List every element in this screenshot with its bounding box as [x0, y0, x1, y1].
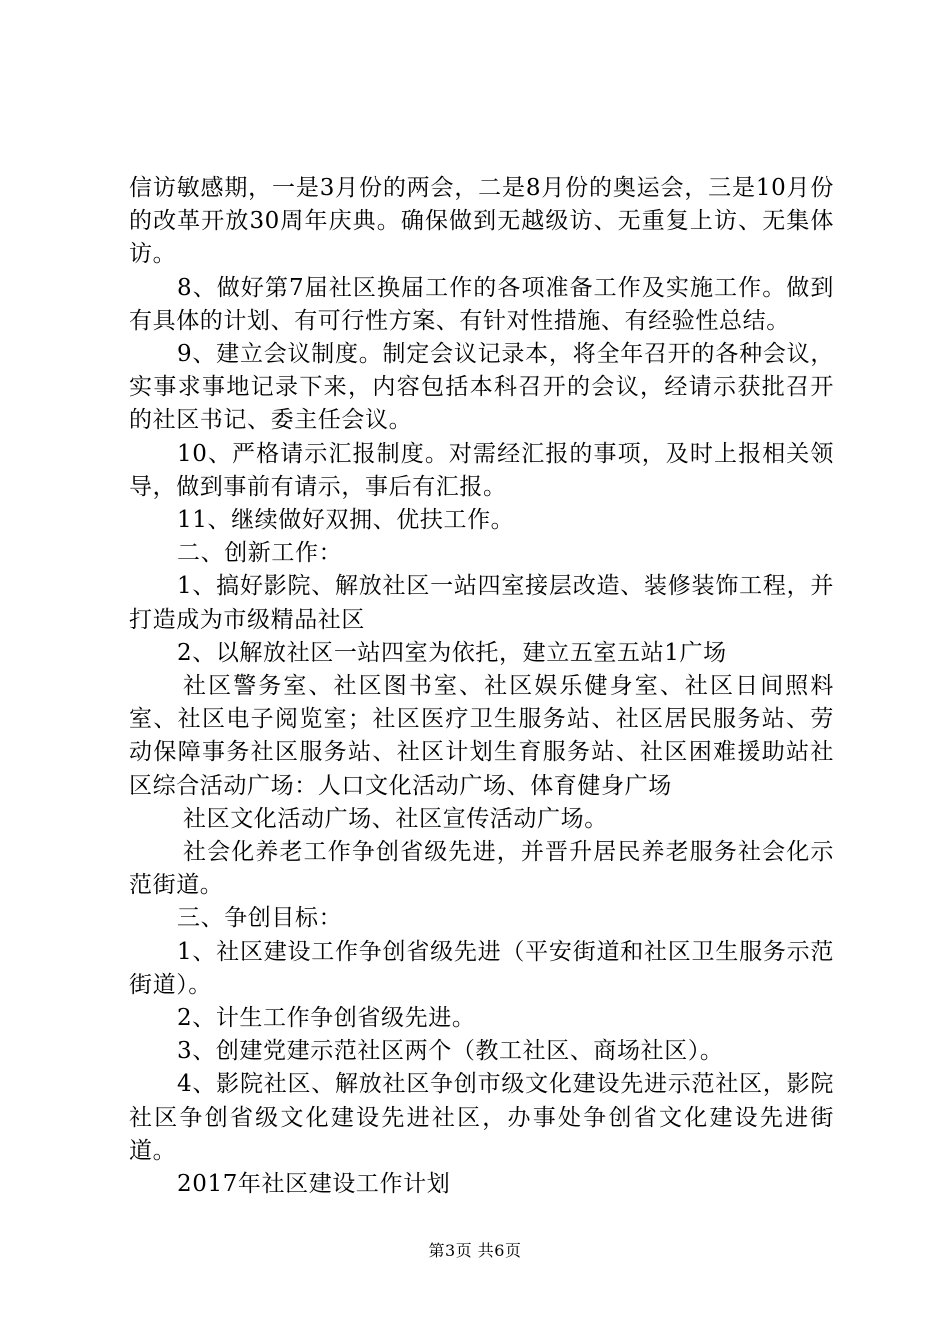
paragraph-item-11: 11、继续做好双拥、优扶工作。	[177, 507, 515, 534]
paragraph-item-10: 10、严格请示汇报制度。对需经汇报的事项，及时上报相关领导，做到事前有请示，事后有汇报。	[129, 440, 834, 500]
section-heading-innovation: 二、创新工作：	[177, 540, 343, 567]
paragraph-goal-2: 2、计生工作争创省级先进。	[177, 1005, 476, 1032]
paragraph-goal-3: 3、创建党建示范社区两个（教工社区、商场社区）。	[177, 1038, 724, 1065]
paragraph-rooms-stations-list: 社区警务室、社区图书室、社区娱乐健身室、社区日间照料室、社区电子阅览室；社区医疗卫生服务站、社区居民服务站、劳动保障事务社区服务站、社区计划生育服务站、社区困难援助站社区综合活动广场：人口文化活动广场、体育健身广场	[129, 673, 834, 799]
paragraph-squares: 社区文化活动广场、社区宣传活动广场。	[183, 805, 608, 832]
paragraph-goal-1: 1、社区建设工作争创省级先进（平安街道和社区卫生服务示范街道）。	[129, 938, 834, 998]
paragraph-elderly-care: 社会化养老工作争创省级先进，并晋升居民养老服务社会化示范街道。	[129, 839, 834, 899]
paragraph-item-8: 8、做好第7届社区换届工作的各项准备工作及实施工作。做到有具体的计划、有可行性方案、有针对性措施、有经验性总结。	[129, 274, 834, 334]
paragraph-goal-4: 4、影院社区、解放社区争创市级文化建设先进示范社区，影院社区争创省级文化建设先进社区，办事处争创省文化建设先进街道。	[129, 1071, 834, 1164]
paragraph-title-next-plan: 2017年社区建设工作计划	[177, 1171, 451, 1198]
paragraph-item-9: 9、建立会议制度。制定会议记录本，将全年召开的各种会议，实事求事地记录下来，内容包括本科召开的会议，经请示获批召开的社区书记、委主任会议。	[129, 341, 834, 434]
section-heading-goals: 三、争创目标：	[177, 905, 343, 932]
paragraph-innovation-1: 1、搞好影院、解放社区一站四室接层改造、装修装饰工程，并打造成为市级精品社区	[129, 573, 834, 633]
document-body	[129, 172, 834, 1201]
paragraph-petition-sensitive-period: 信访敏感期，一是3月份的两会，二是8月份的奥运会，三是10月份的改革开放30周年庆典。确保做到无越级访、无重复上访、无集体访。	[129, 175, 834, 268]
paragraph-innovation-2: 2、以解放社区一站四室为依托，建立五室五站1广场	[177, 639, 727, 666]
page-footer: 第3页 共6页	[428, 1241, 522, 1260]
